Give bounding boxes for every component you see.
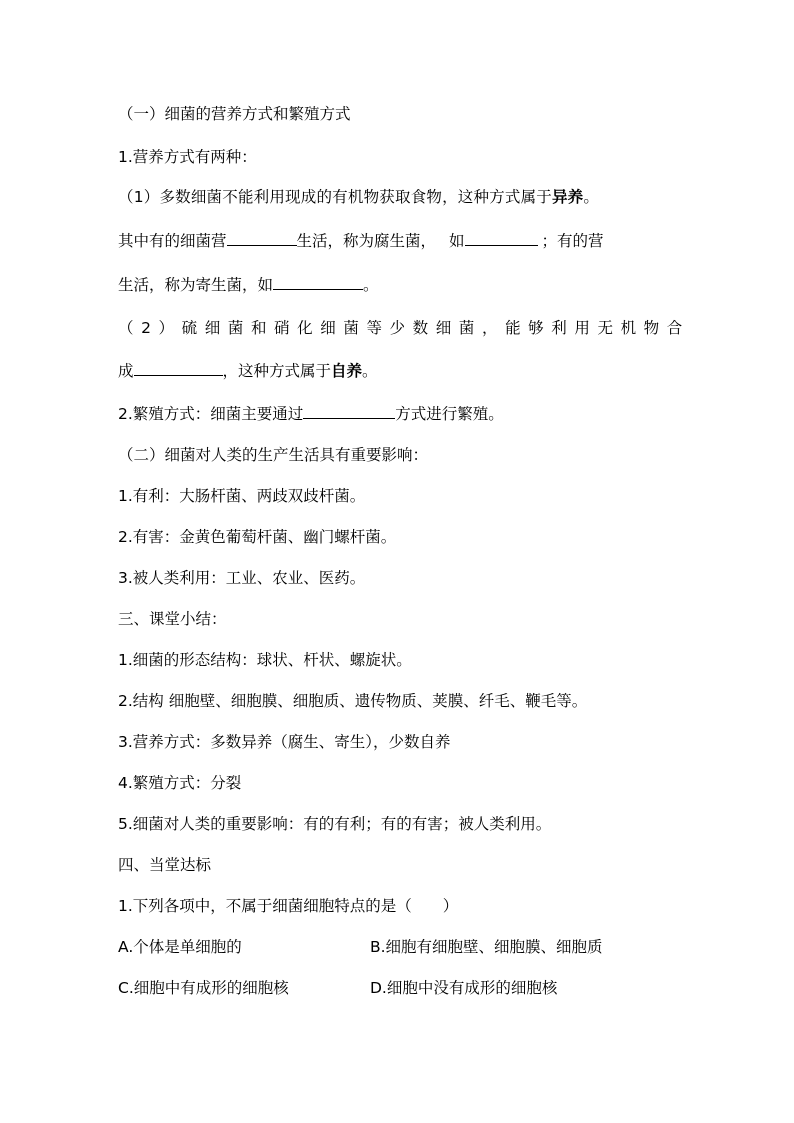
reproduction-text-1: 2.繁殖方式：细菌主要通过 xyxy=(118,405,304,423)
parasite-text: 生活，称为寄生菌，如 xyxy=(118,276,274,294)
summary-heading: 三、课堂小结： xyxy=(118,610,227,628)
quiz-heading: 四、当堂达标 xyxy=(118,856,212,874)
summary-item-reproduction: 4.繁殖方式：分裂 xyxy=(118,774,242,792)
quiz-options-row-1 xyxy=(118,937,698,957)
heterotroph-bold: 异养 xyxy=(551,188,584,206)
quiz-options-row-2 xyxy=(118,978,698,998)
impact-item-use: 3.被人类利用：工业、农业、医药。 xyxy=(118,569,366,587)
summary-item-shape: 1.细菌的形态结构：球状、杆状、螺旋状。 xyxy=(118,651,412,669)
paragraph-autotroph: （2）硫细菌和硝化细菌等少数细菌，能够利用无机物合 xyxy=(118,319,690,337)
reproduction-line xyxy=(118,403,698,424)
summary-item-impact: 5.细菌对人类的重要影响：有的有利；有的有害；被人类利用。 xyxy=(118,815,552,833)
saprophyte-example-blank[interactable] xyxy=(465,230,538,246)
heterotroph-period: 。 xyxy=(583,188,600,206)
impact-item-harm: 2.有害：金黄色葡萄杆菌、幽门螺杆菌。 xyxy=(118,528,397,546)
autotroph-period: 。 xyxy=(362,362,378,380)
quiz-option-c[interactable]: C.细胞中有成形的细胞核 xyxy=(118,979,289,997)
saprophyte-text-2: 生活，称为腐生菌， xyxy=(296,232,437,250)
paragraph-autotroph-2 xyxy=(118,360,698,381)
autotroph-blank[interactable] xyxy=(134,360,223,376)
reproduction-blank[interactable] xyxy=(303,403,395,419)
autotroph-text-1: 成 xyxy=(118,362,134,380)
quiz-option-d[interactable]: D.细胞中没有成形的细胞核 xyxy=(370,979,558,997)
paragraph-parasite xyxy=(118,274,698,295)
impact-item-benefit: 1.有利：大肠杆菌、两歧双歧杆菌。 xyxy=(118,487,366,505)
paragraph-saprophyte xyxy=(118,230,698,251)
section1-heading: （一）细菌的营养方式和繁殖方式 xyxy=(118,105,351,123)
saprophyte-text-1: 其中有的细菌营 xyxy=(118,232,227,250)
parasite-example-blank[interactable] xyxy=(273,274,363,290)
heterotroph-text: （1）多数细菌不能利用现成的有机物获取食物，这种方式属于 xyxy=(118,188,552,206)
autotroph-text-2: ，这种方式属于 xyxy=(222,362,332,380)
section2-heading: （二）细菌对人类的生产生活具有重要影响： xyxy=(118,446,429,464)
quiz-option-a[interactable]: A.个体是单细胞的 xyxy=(118,938,242,956)
saprophyte-blank[interactable] xyxy=(227,230,297,246)
saprophyte-text-4: ；有的营 xyxy=(541,232,604,250)
parasite-period: 。 xyxy=(363,276,379,294)
quiz-option-b[interactable]: B.细胞有细胞壁、细胞膜、细胞质 xyxy=(370,938,603,956)
quiz-question: 1.下列各项中，不属于细菌细胞特点的是（ ） xyxy=(118,897,459,915)
summary-item-nutrition: 3.营养方式：多数异养（腐生、寄生），少数自养 xyxy=(118,733,451,751)
nutrition-intro: 1.营养方式有两种： xyxy=(118,148,257,166)
document-page xyxy=(118,104,698,998)
autotroph-bold: 自养 xyxy=(331,362,363,380)
saprophyte-text-3: 如 xyxy=(449,232,465,250)
summary-item-structure: 2.结构 细胞壁、细胞膜、细胞质、遗传物质、荚膜、纤毛、鞭毛等。 xyxy=(118,692,588,710)
paragraph-heterotroph xyxy=(118,187,698,207)
reproduction-text-2: 方式进行繁殖。 xyxy=(395,405,504,423)
